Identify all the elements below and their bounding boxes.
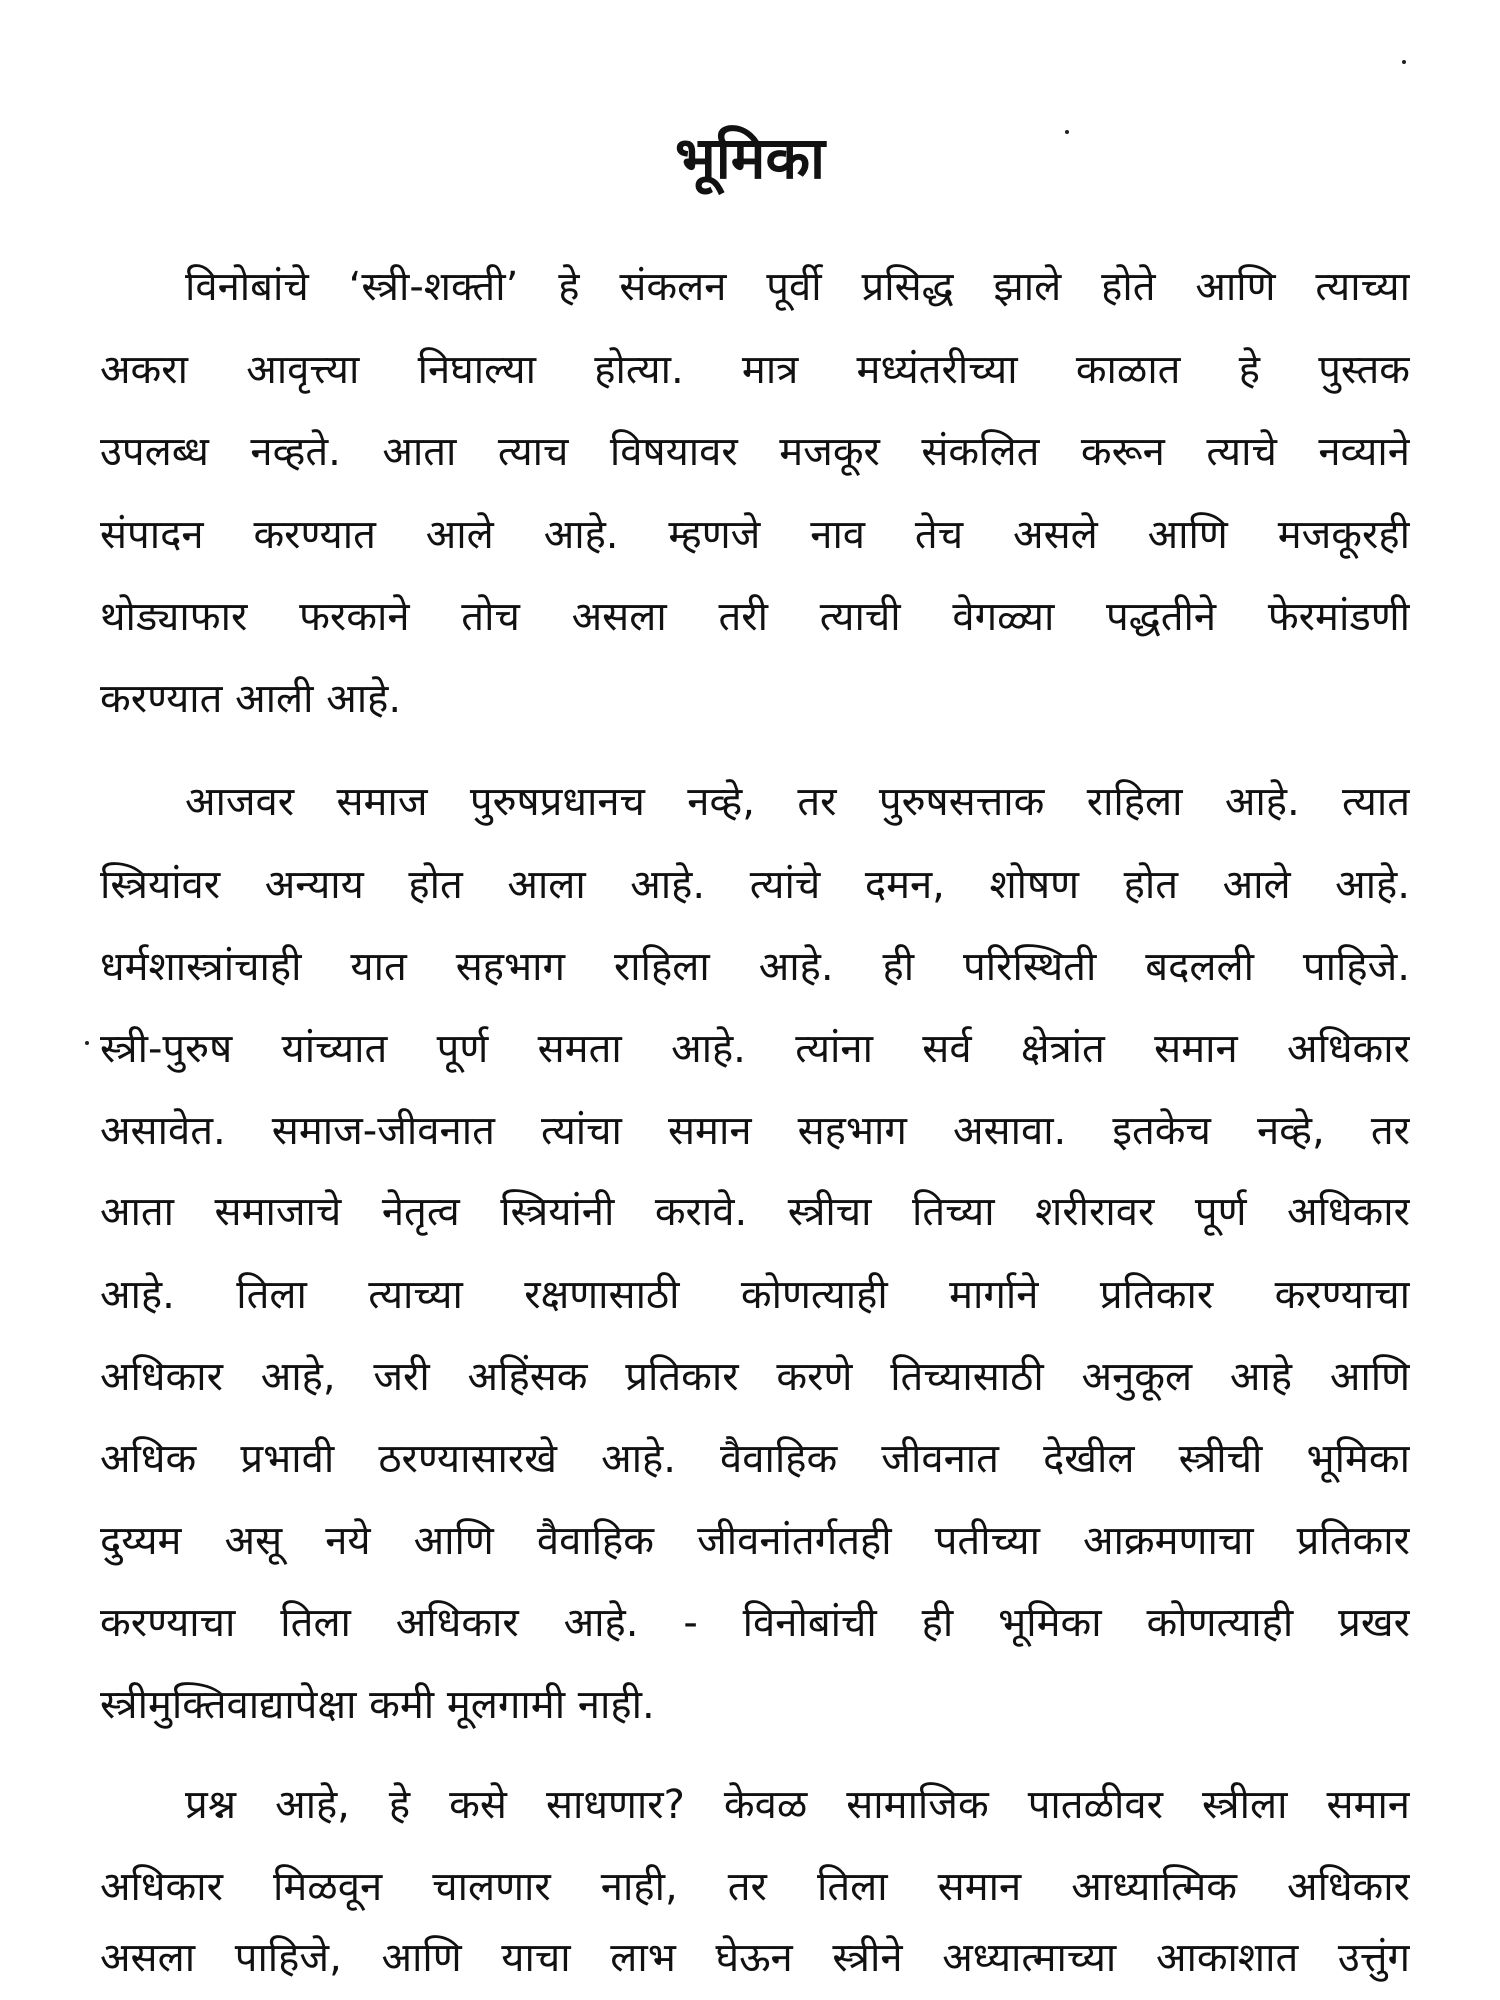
paragraph-2-line-9: अधिक प्रभावी ठरण्यासारखे आहे. वैवाहिक जीवनात देखील स्त्रीची भूमिका [100, 1436, 1410, 1482]
scan-speck [85, 1041, 89, 1045]
paragraph-3-line-3: असला पाहिजे, आणि याचा लाभ घेऊन स्त्रीने अध्यात्माच्या आकाशात उत्तुंग [100, 1935, 1410, 1981]
paragraph-2-line-1: आजवर समाज पुरुषप्रधानच नव्हे, तर पुरुषसत्ताक राहिला आहे. त्यात [185, 779, 1410, 825]
paragraph-1-line-5: थोड्याफार फरकाने तोच असला तरी त्याची वेगळ्या पद्धतीने फेरमांडणी [100, 594, 1410, 640]
paragraph-2-line-5: असावेत. समाज-जीवनात त्यांचा समान सहभाग असावा. इतकेच नव्हे, तर [100, 1108, 1410, 1154]
paragraph-2-line-4: स्त्री-पुरुष यांच्यात पूर्ण समता आहे. त्यांना सर्व क्षेत्रांत समान अधिकार [100, 1026, 1410, 1072]
paragraph-3-line-1: प्रश्न आहे, हे कसे साधणार? केवळ सामाजिक पातळीवर स्त्रीला समान [185, 1782, 1410, 1828]
paragraph-1-line-2: अकरा आवृत्त्या निघाल्या होत्या. मात्र मध्यंतरीच्या काळात हे पुस्तक [100, 347, 1410, 393]
paragraph-2-line-10: दुय्यम असू नये आणि वैवाहिक जीवनांतर्गतही पतीच्या आक्रमणाचा प्रतिकार [100, 1518, 1410, 1564]
paragraph-2-line-3: धर्मशास्त्रांचाही यात सहभाग राहिला आहे. ही परिस्थिती बदलली पाहिजे. [100, 944, 1410, 990]
paragraph-2-line-2: स्त्रियांवर अन्याय होत आला आहे. त्यांचे दमन, शोषण होत आले आहे. [100, 862, 1410, 908]
paragraph-2-line-6: आता समाजाचे नेतृत्व स्त्रियांनी करावे. स्त्रीचा तिच्या शरीरावर पूर्ण अधिकार [100, 1189, 1410, 1235]
paragraph-2-line-8: अधिकार आहे, जरी अहिंसक प्रतिकार करणे तिच्यासाठी अनुकूल आहे आणि [100, 1354, 1410, 1400]
paragraph-1-line-4: संपादन करण्यात आले आहे. म्हणजे नाव तेच असले आणि मजकूरही [100, 512, 1410, 558]
paragraph-1-line-6: करण्यात आली आहे. [100, 676, 402, 722]
page-title: भूमिका [674, 124, 826, 192]
scan-speck [1065, 130, 1069, 134]
paragraph-2-line-12: स्त्रीमुक्तिवाद्यापेक्षा कमी मूलगामी नाही. [100, 1682, 655, 1728]
paragraph-1-line-1: विनोबांचे ‘स्त्री-शक्ती’ हे संकलन पूर्वी प्रसिद्ध झाले होते आणि त्याच्या [185, 264, 1410, 310]
scan-speck [1402, 60, 1406, 64]
paragraph-2-line-7: आहे. तिला त्याच्या रक्षणासाठी कोणत्याही मार्गाने प्रतिकार करण्याचा [100, 1272, 1410, 1318]
paragraph-3-line-2: अधिकार मिळवून चालणार नाही, तर तिला समान आध्यात्मिक अधिकार [100, 1864, 1410, 1910]
paragraph-2-line-11: करण्याचा तिला अधिकार आहे. - विनोबांची ही भूमिका कोणत्याही प्रखर [100, 1600, 1410, 1646]
paragraph-1-line-3: उपलब्ध नव्हते. आता त्याच विषयावर मजकूर संकलित करून त्याचे नव्याने [100, 429, 1410, 475]
